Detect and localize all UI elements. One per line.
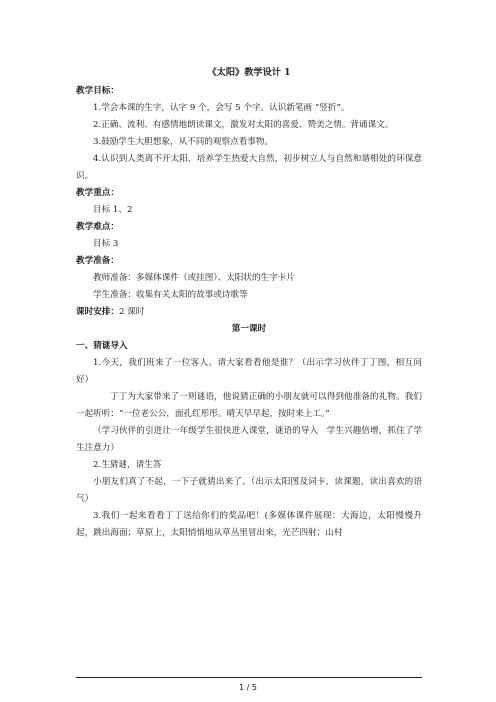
key-heading: 教学重点： (76, 188, 119, 198)
section-heading: 一、猜谜导入 (76, 341, 128, 351)
difficulty-text: 目标 3 (93, 239, 119, 249)
document-title: 《太阳》教学设计 1 (207, 67, 291, 78)
prep-student: 学生准备：收集有关太阳的故事或诗歌等 (93, 290, 248, 300)
paragraph: （学习伙伴的引进让一年级学生很快进入课堂，谜语的导入 学生兴趣倍增，抓住了学生注意力） (76, 426, 422, 453)
prep-heading: 教学准备： (76, 256, 119, 266)
time-value: 2 课时 (118, 307, 145, 317)
prep-teacher: 教师准备：多媒体课件（或挂图）、太阳状的生字卡片 (93, 273, 295, 283)
paragraph: 3.我们一起来看看丁丁送给你们的奖品吧！(多媒体课件展现：大海边，太阳慢慢升起，跳出海面；草原上，太阳悄悄地从草丛里冒出来，光芒四射；山村 (76, 511, 422, 538)
paragraph: 1.今天，我们班来了一位客人。请大家看看他是谁？（出示学习伙伴丁丁图，相互问好） (76, 358, 422, 385)
paragraph: 2.生猜谜，请生答 (93, 460, 162, 470)
lesson-title: 第一课时 (231, 324, 267, 334)
footer-divider (76, 677, 422, 678)
goal-item: 3.鼓励学生大胆想象，从不同的观察点看事物。 (93, 137, 274, 147)
document-body (76, 64, 422, 542)
goal-item: 4.认识到人类离不开太阳，培养学生热爱大自然，初步树立人与自然和谐相处的环保意识。 (76, 154, 422, 181)
paragraph: 小朋友们真了不起，一下子就猜出来了。（出示太阳图及词卡，读课题，读出喜欢的语气） (76, 477, 422, 504)
paragraph: 丁丁为大家带来了一则谜语，他说猜正确的小朋友就可以得到他准备的礼物。我们一起听听：“一位老公公，面孔红彤彤。晴天早早起，按时来上工。” (76, 392, 422, 419)
goal-item: 2.正确、流利、有感情地朗读课文，激发对太阳的喜爱、赞美之情。背诵课文。 (93, 120, 394, 130)
time-row (76, 304, 422, 321)
difficulty-heading: 教学难点： (76, 222, 119, 232)
goal-item: 1.学会本课的生字，认字 9 个，会写 5 个字。认识新笔画 “竖折”。 (93, 103, 350, 113)
time-label: 课时安排： (76, 307, 119, 317)
page-number: 1 / 5 (239, 683, 257, 692)
key-text: 目标 1、2 (93, 205, 133, 215)
goals-heading: 教学目标： (76, 86, 119, 96)
